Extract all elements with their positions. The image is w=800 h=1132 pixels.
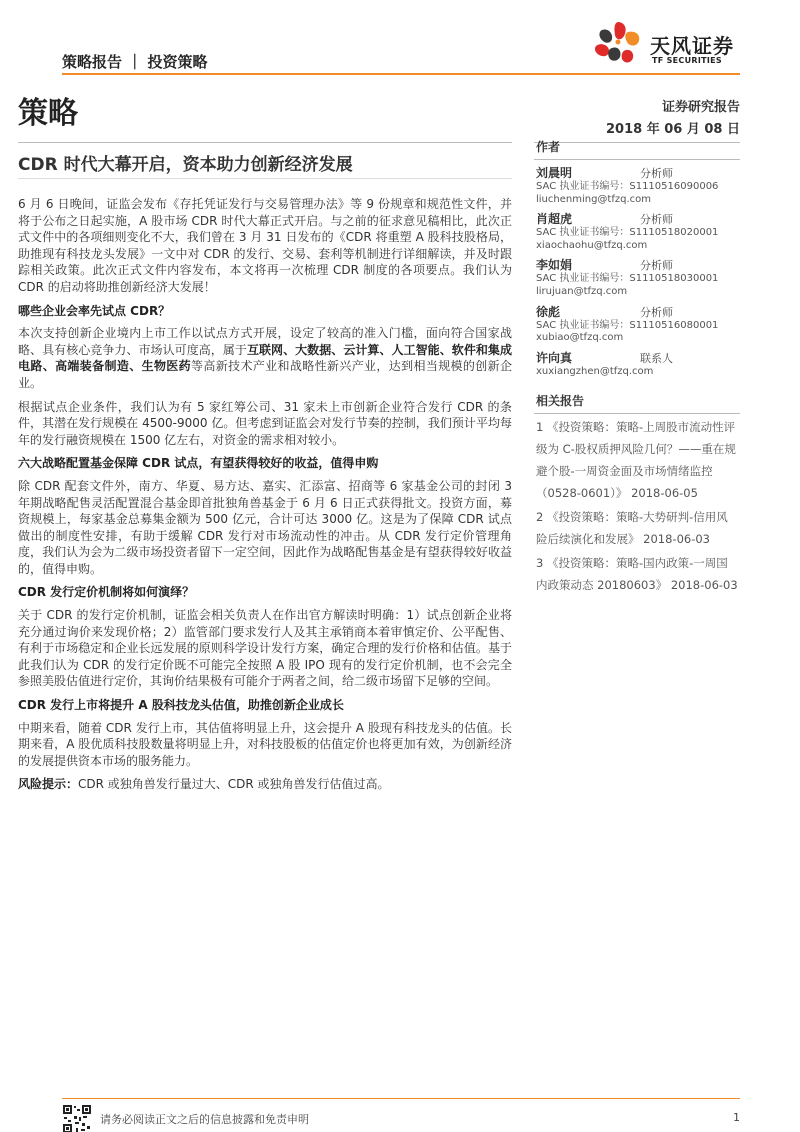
related-report-item[interactable]: 1 《投资策略：策略-上周股市流动性评级为 C-股权质押风险几何？——重在规避个股-一周资金面及市场情绪监控（0528-0601）》 2018-06-05 [536, 420, 736, 501]
paragraph-funds: 除 CDR 配套文件外，南方、华夏、易方达、嘉实、汇添富、招商等 6 家基金公司的封闭 3 年期战略配售灵活配置混合基金即首批独角兽基金于 6 月 6 日正式获得批文。投资方面，募资规模上，每家基金总募集金额为 500 亿元，合计可达 3000 亿。这是为了保障 CDR 试点做出的制度性安排，有助于缓解 CDR 发行对市场流动性的冲击。从 CDR 发行定价管理角度，我们认为会为二级市场投资者留下一定空间，因此作为战略配售基金是有望获得较好收益的，值得申购。 [18, 478, 512, 576]
risk-text: CDR 或独角兽发行量过大、CDR 或独角兽发行估值过高。 [78, 777, 390, 792]
report-body [18, 196, 512, 800]
paragraph-pilot-scale: 根据试点企业条件，我们认为有 5 家红筹公司、31 家未上市创新企业符合发行 CDR 的条件，其潜在发行规模在 4500-9000 亿。但考虑到证监会对发行节奏的控制，我们预计平均每年的发行融资规模在 1500 亿左右，对资金的需求相对较小。 [18, 399, 512, 447]
author-role: 分析师 [640, 213, 673, 227]
paragraph-intro: 6 月 6 日晚间，证监会发布《存托凭证发行与交易管理办法》等 9 份规章和规范性文件，并将于公布之日起实施，A 股市场 CDR 时代大幕正式开启。与之前的征求意见稿相比，此次正式文件中的各项细则变化不大，我们曾在 3 月 31 日发布的《CDR 将重塑 A 股科技股格局，助推现有科技龙头发展》一文中对 CDR 的发行、交易、套利等机制进行详细解读，并及时跟踪相关政策。此次正式文件内容发布，本文将再一次梳理 CDR 制度的各项要点。我们认为 CDR 的启动将助推创新经济大发展！ [18, 197, 512, 294]
qr-code-icon [62, 1104, 92, 1132]
author-email[interactable]: xuxiangzhen@tfzq.com [536, 365, 654, 377]
report-kind: 证券研究报告 [661, 100, 740, 115]
footer-divider [62, 1098, 740, 1099]
text-span: 本次支持创新企业境内上市工作以试点方式开展，设定了较高的准入门槛，面向符合国家战略、具有核心竞争力、市场认可度高，属于 [18, 326, 512, 357]
risk-label: 风险提示： [18, 777, 79, 792]
text-span: 等高新技术产业和战略性新兴产业，达到相当规模的创新企业。 [18, 359, 512, 390]
author-entry [534, 212, 740, 252]
author-name: 肖超虎 [536, 212, 573, 227]
author-role: 分析师 [640, 305, 673, 319]
related-report-item[interactable]: 2 《投资策略：策略-大势研判-信用风险后续演化和发展》 2018-06-03 [536, 510, 728, 547]
author-entry [534, 305, 740, 345]
logo-flower-icon [588, 18, 646, 70]
author-name: 许向真 [536, 350, 573, 365]
author-cert: SAC 执业证书编号：S1110516080001 [536, 319, 719, 331]
related-heading: 相关报告 [534, 392, 740, 414]
author-entry [534, 258, 740, 298]
related-report-item[interactable]: 3 《投资策略：策略-国内政策-一周国内政策动态 20180603》 2018-06-03 [536, 556, 738, 593]
section-heading-pilot: 哪些企业会率先试点 CDR？ [18, 303, 171, 318]
bold-industries: 互联网、大数据、云计算、人工智能、软件和集成电路、高端装备制造、生物医药 [18, 342, 512, 374]
header-divider [62, 73, 740, 75]
risk-warning [18, 776, 512, 793]
sidebar [534, 138, 740, 596]
company-logo [588, 18, 748, 70]
author-name: 刘晨明 [536, 166, 573, 180]
author-role: 联系人 [640, 351, 673, 365]
paragraph-valuation: 中期来看，随着 CDR 发行上市，其估值将明显上升，这会提升 A 股现有科技龙头的估值。长期来看，A 股优质科技股数量将明显上升，对科技股板的估值定价也将更加有效，为创新经济的发展提供资本市场的服务能力。 [18, 720, 512, 768]
footer-disclaimer: 请务必阅读正文之后的信息披露和免责申明 [100, 1113, 309, 1126]
paragraph-pilot-criteria [18, 325, 512, 391]
page-number: 1 [733, 1111, 740, 1124]
section-heading-pricing: CDR 发行定价机制将如何演绎？ [18, 585, 195, 600]
report-category: 策略报告 ｜ 投资策略 [62, 53, 208, 71]
section-heading-valuation: CDR 发行上市将提升 A 股科技龙头估值，助推创新企业成长 [18, 698, 344, 713]
author-entry [534, 166, 740, 206]
author-cert: SAC 执业证书编号：S1110518030001 [536, 273, 719, 285]
author-email[interactable]: xiaochaohu@tfzq.com [536, 239, 648, 251]
author-role: 分析师 [640, 167, 673, 180]
author-name: 徐彪 [536, 304, 561, 319]
title-bottom-divider [18, 178, 512, 179]
author-email[interactable]: liuchenming@tfzq.com [536, 193, 651, 205]
author-name: 李如娟 [536, 258, 573, 273]
author-cert: SAC 执业证书编号：S1110516090006 [536, 181, 719, 192]
title-top-divider [18, 142, 512, 143]
paragraph-pricing: 关于 CDR 的发行定价机制，证监会相关负责人在作出官方解读时明确：1）试点创新企业将充分通过询价来发现价格；2）监管部门要求发行人及其主承销商本着审慎定价、公平配售、有利于市场稳定和企业长远发展的原则科学设计发行方案，确定合理的发行价格和估值。基于此我们认为 CDR 的发行定价既不可能完全按照 A 股 IPO 现有的发行定价机制，也不会完全参照美股估值进行定价，其询价结果极有可能介于两者之间，给二级市场留下足够的空间。 [18, 608, 512, 689]
author-role: 分析师 [640, 259, 673, 273]
author-cert: SAC 执业证书编号：S1110518020001 [536, 227, 719, 239]
logo-text: 天风证券 [650, 34, 734, 58]
authors-heading: 作者 [534, 138, 740, 160]
report-date: 2018 年 06 月 08 日 [606, 122, 740, 137]
author-entry [534, 351, 740, 379]
section-heading-funds: 六大战略配置基金保障 CDR 试点，有望获得较好的收益，值得申购 [18, 456, 379, 471]
author-email[interactable]: lirujuan@tfzq.com [536, 285, 628, 297]
report-title: CDR 时代大幕开启，资本助力创新经济发展 [18, 155, 353, 175]
doc-type-heading: 策略 [18, 96, 78, 131]
author-email[interactable]: xubiao@tfzq.com [536, 332, 624, 344]
logo-english-text: TF SECURITIES [652, 56, 722, 65]
